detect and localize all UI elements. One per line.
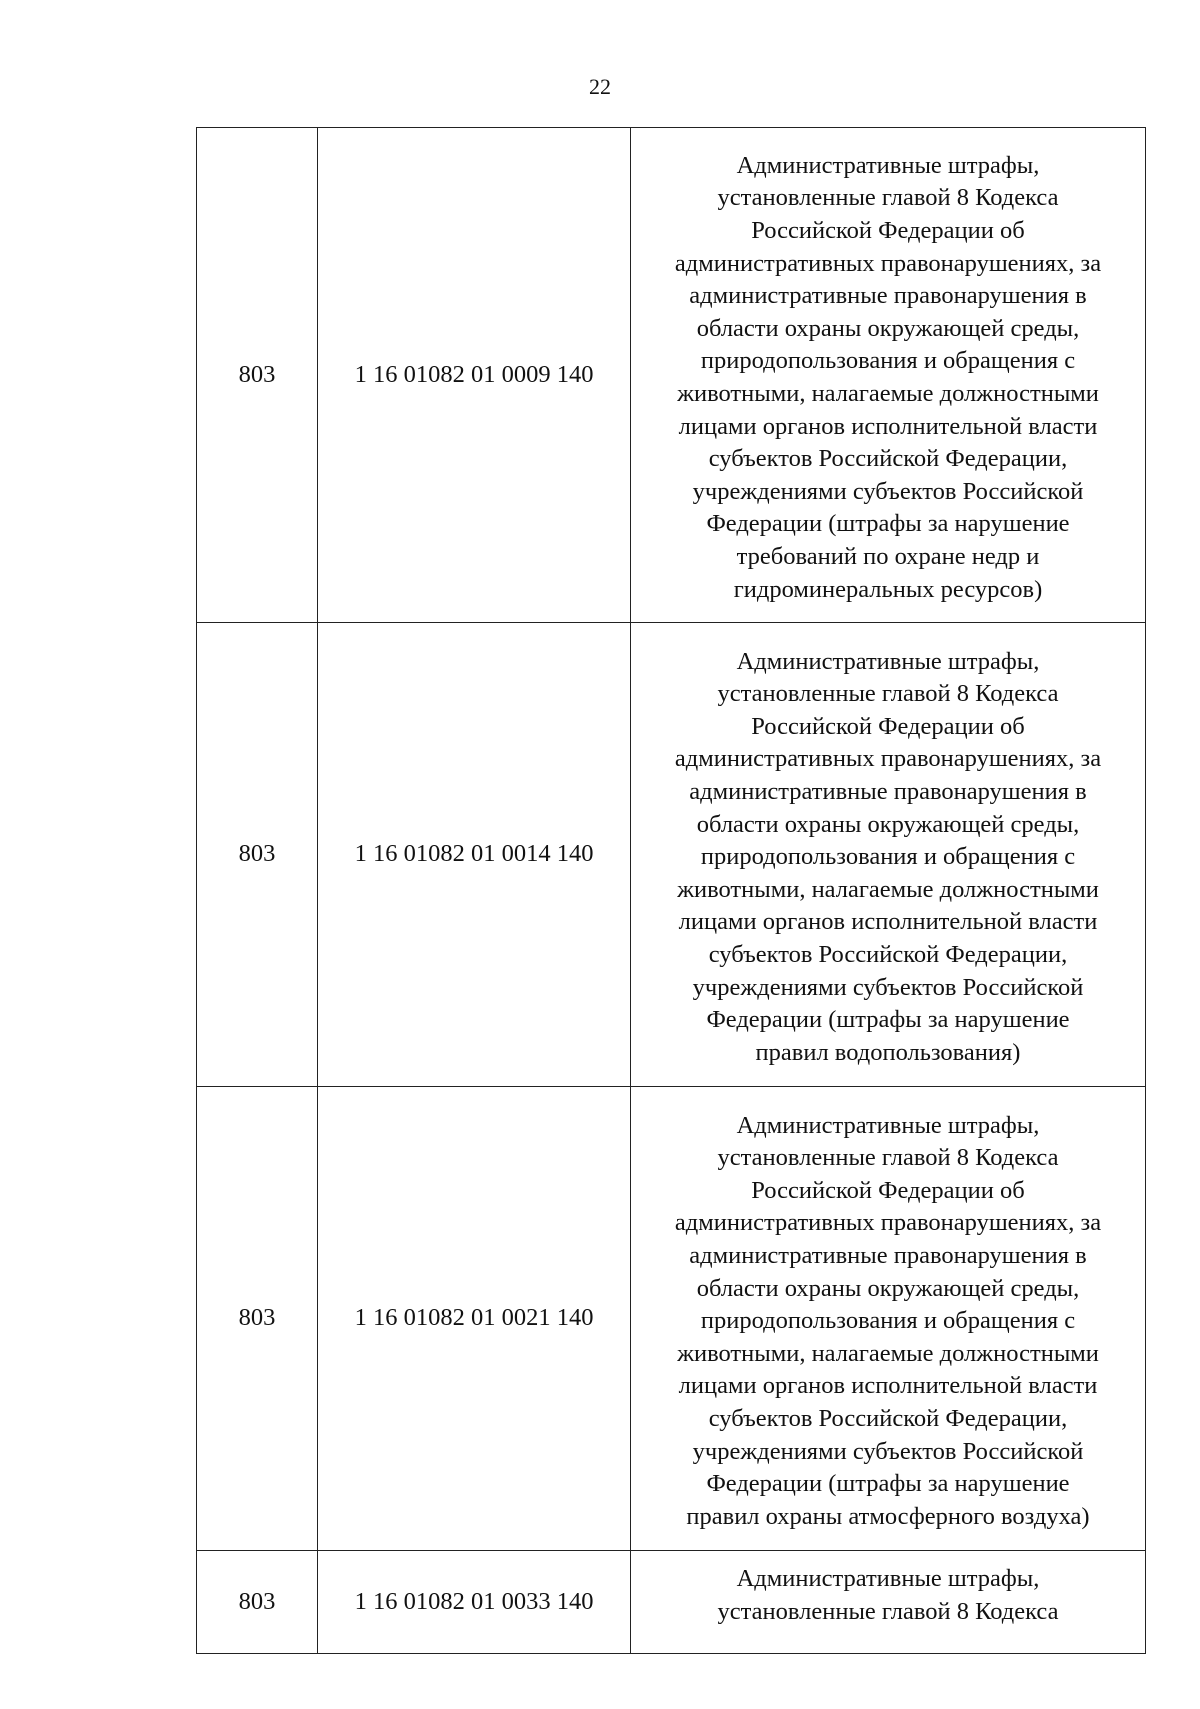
description-line: лицами органов исполнительной власти [678,412,1098,440]
description-line: животными, налагаемые должностными [677,380,1099,407]
description-line: лицами органов исполнительной власти [678,908,1098,936]
admin-code-cell: 803 [197,623,318,1087]
admin-code-cell: 803 [197,1087,318,1551]
description-line: Административные штрафы, [736,1565,1040,1592]
description-line: правил водопользования) [755,1038,1021,1066]
description-line: учреждениями субъектов Российской [692,973,1084,1001]
page-number: 22 [589,74,611,99]
description-line: природопользования и обращения с [700,843,1076,871]
description-line: административные правонарушения в [689,282,1087,310]
kbk-code-cell: 1 16 01082 01 0021 140 [318,1087,631,1551]
admin-code-cell: 803 [197,1551,318,1654]
description-line: административных правонарушениях, за [674,249,1102,277]
description-cell [631,623,1146,1087]
description-line: Российской Федерации об [751,712,1025,740]
budget-codes-table [196,127,1146,1654]
description-line: области охраны окружающей среды, [696,314,1080,342]
description-line: Административные штрафы, [736,647,1040,675]
table-row [197,128,1146,623]
table-row [197,1087,1146,1551]
kbk-code-cell: 1 16 01082 01 0009 140 [318,128,631,623]
description-cell [631,128,1146,623]
description-line: правил охраны атмосферного воздуха) [686,1502,1090,1530]
kbk-code-cell: 1 16 01082 01 0033 140 [318,1551,631,1654]
description-line: природопользования и обращения с [700,347,1076,375]
description-line: Федерации (штрафы за нарушение [706,510,1070,538]
kbk-code-cell: 1 16 01082 01 0014 140 [318,623,631,1087]
description-line: субъектов Российской Федерации, [708,940,1068,968]
description-line: административные правонарушения в [689,1242,1087,1270]
description-cell [631,1087,1146,1551]
description-line: Административные штрафы, [736,1111,1040,1139]
description-line: субъектов Российской Федерации, [708,445,1068,473]
table-row [197,1551,1146,1654]
table-row [197,623,1146,1087]
description-line: лицами органов исполнительной власти [678,1372,1098,1400]
description-line: Федерации (штрафы за нарушение [706,1006,1070,1034]
description-line: гидроминеральных ресурсов) [733,575,1043,603]
description-line: установленные главой 8 Кодекса [717,680,1059,708]
description-line: установленные главой 8 Кодекса [717,184,1059,212]
description-line: административные правонарушения в [689,778,1087,806]
description-line: области охраны окружающей среды, [696,810,1080,838]
description-line: Административные штрафы, [736,151,1040,179]
description-line: Российской Федерации об [751,217,1025,245]
description-line: установленные главой 8 Кодекса [717,1144,1059,1172]
description-line: Российской Федерации об [751,1176,1025,1204]
description-line: административных правонарушениях, за [674,1209,1102,1237]
description-line: области охраны окружающей среды, [696,1274,1080,1302]
description-line: природопользования и обращения с [700,1307,1076,1335]
description-line: учреждениями субъектов Российской [692,477,1084,505]
description-line: животными, налагаемые должностными [677,1339,1099,1367]
description-cell [631,1551,1146,1654]
description-line: требований по охране недр и [736,542,1040,570]
description-line: установленные главой 8 Кодекса [717,1597,1059,1625]
description-line: животными, налагаемые должностными [677,875,1099,903]
description-line: субъектов Российской Федерации, [708,1404,1068,1432]
description-line: Федерации (штрафы за нарушение [706,1470,1070,1498]
description-line: административных правонарушениях, за [674,745,1102,773]
description-line: учреждениями субъектов Российской [692,1437,1084,1465]
admin-code-cell: 803 [197,128,318,623]
